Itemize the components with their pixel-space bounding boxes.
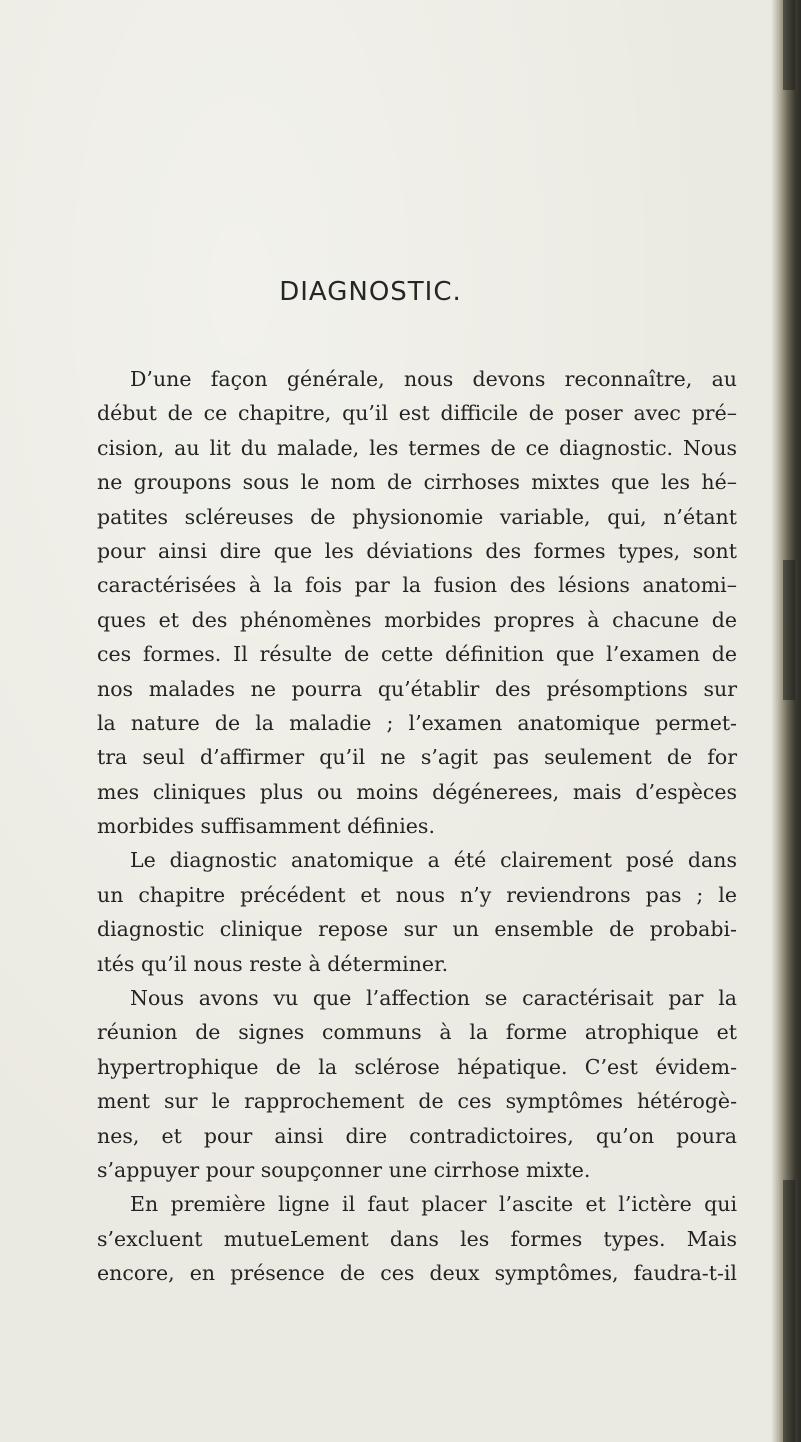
text-line: ıtés qu’il nous reste à déterminer.	[97, 951, 449, 976]
section-heading	[0, 270, 801, 308]
text-line: tra seul d’affirmer qu’il ne s’agit pas seulement de for	[97, 745, 737, 770]
text-line: D’une façon générale, nous devons reconnaître, au	[130, 367, 737, 391]
text-line: nos malades ne pourra qu’établir des présomptions sur	[97, 676, 737, 701]
text-line: mes cliniques plus ou moins dégénerees, mais d’espèces	[97, 779, 737, 804]
text-line: s’excluent mutueLement dans les formes types. Mais	[97, 1226, 737, 1251]
text-line: caractérisées à la fois par la fusion des lésions anatomi–	[97, 573, 737, 598]
heading-text: DIAGNOSTIC.	[279, 277, 462, 307]
scan-edge-mark	[783, 560, 795, 700]
text-line: ques et des phénomènes morbides propres à chacune de	[97, 607, 737, 632]
text-line: diagnostic clinique repose sur un ensemble de probabi-	[97, 917, 737, 942]
text-line: début de ce chapitre, qu’il est difficile de poser avec pré–	[97, 401, 737, 426]
text-line: En première ligne il faut placer l’ascite et l’ictère qui	[130, 1192, 737, 1217]
text-line: ment sur le rapprochement de ces symptômes hétérogè-	[97, 1089, 737, 1114]
text-line: pour ainsi dire que les déviations des formes types, sont	[97, 538, 737, 563]
text-line: morbides suffisamment définies.	[97, 814, 435, 839]
text-line: Nous avons vu que l’affection se caractérisait par la	[130, 986, 737, 1011]
text-line: un chapitre précédent et nous n’y reviendrons pas ; le	[97, 882, 737, 907]
text-line: s’appuyer pour soupçonner une cirrhose mixte.	[97, 1157, 591, 1182]
text-line: patites scléreuses de physionomie variable, qui, n’étant	[97, 504, 737, 529]
text-line: ne groupons sous le nom de cirrhoses mixtes que les hé–	[97, 470, 737, 495]
text-line: réunion de signes communs à la forme atrophique et	[97, 1020, 737, 1045]
text-line: la nature de la maladie ; l’examen anatomique permet-	[97, 710, 737, 735]
text-line: Le diagnostic anatomique a été clairement posé dans	[130, 848, 737, 873]
scan-edge-mark	[783, 0, 795, 90]
text-line: cision, au lit du malade, les termes de ce diagnostic. Nous	[97, 435, 737, 460]
body-text	[97, 362, 737, 1291]
scan-edge-mark	[783, 1180, 795, 1442]
text-line: hypertrophique de la sclérose hépatique. C’est évidem-	[97, 1054, 737, 1079]
text-line: ces formes. Il résulte de cette définition que l’examen de	[97, 642, 737, 667]
text-line: encore, en présence de ces deux symptômes, faudra-t-il	[97, 1261, 737, 1286]
text-line: nes, et pour ainsi dire contradictoires, qu’on poura	[97, 1123, 737, 1148]
